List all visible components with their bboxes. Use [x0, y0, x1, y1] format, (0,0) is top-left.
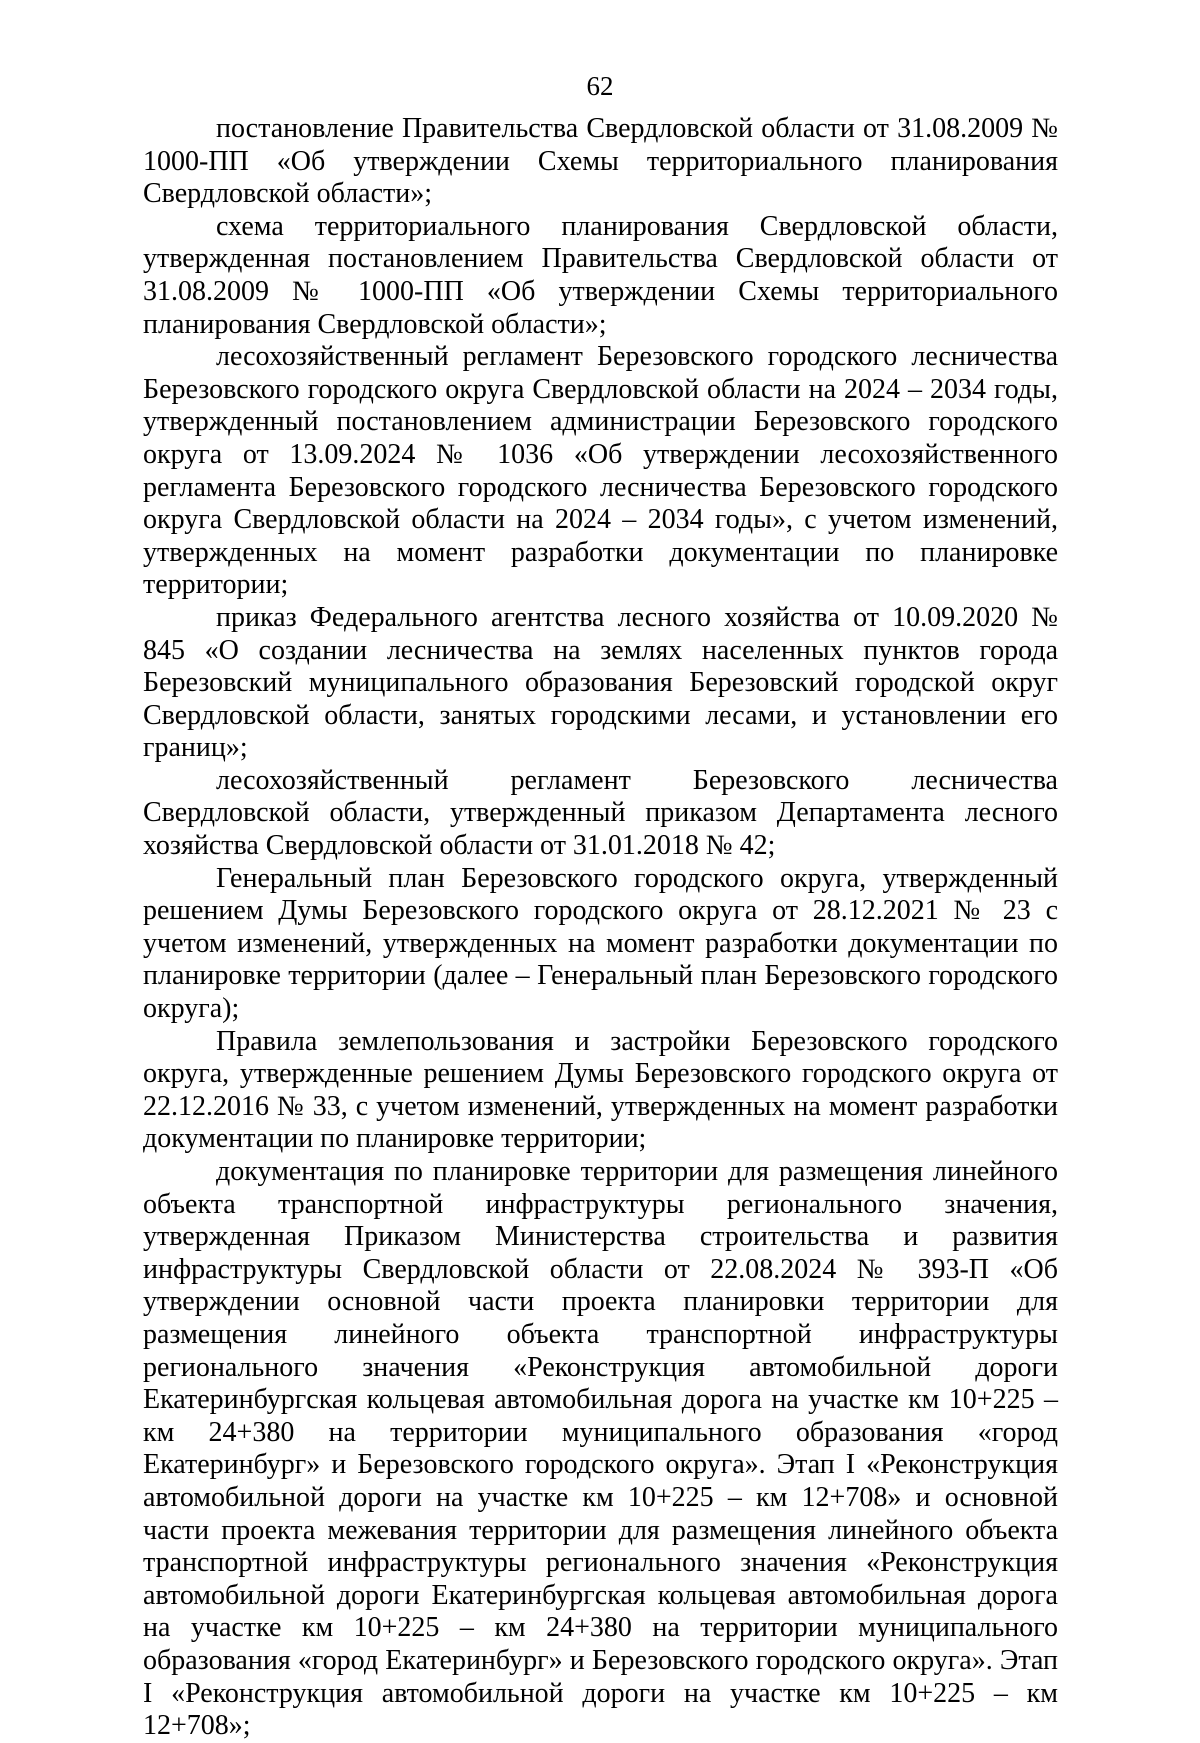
paragraph-city-forestry-regulation: лесохозяйственный регламент Березовского городского лесничества Березовского городского округа Свердловской области на 2024 – 2034 годы, утвержденный постановлением администрации Березовского городского округа от 13.09.2024 № 1036 «Об утверждении лесохозяйственного регламента Березовского городского лесничества Березовского городского округа Свердловской области на 2024 – 2034 годы», с учетом изменений, утвержденных на момент разработки документации по планировке территории;	[143, 341, 1058, 601]
paragraph-land-use-rules: Правила землепользования и застройки Березовского городского округа, утвержденные решением Думы Березовского городского округа от 22.12.2016 № 33, с учетом изменений, утвержденных на момент разработки документации по планировке территории;	[143, 1025, 1058, 1155]
paragraph-territorial-planning-scheme: схема территориального планирования Свердловской области, утвержденная постановлением Правительства Свердловской области от 31.08.2009 № 1000-ПП «Об утверждении Схемы территориального планирования Свердловской области»;	[143, 210, 1058, 340]
paragraph-federal-forestry-order: приказ Федерального агентства лесного хозяйства от 10.09.2020 № 845 «О создании лесничества на землях населенных пунктов города Березовский муниципального образования Березовский городской округ Свердловской области, занятых городскими лесами, и установлении его границ»;	[143, 601, 1058, 764]
paragraph-berezovsky-forestry-regulation: лесохозяйственный регламент Березовского лесничества Свердловской области, утвержденный приказом Департамента лесного хозяйства Свердловской области от 31.01.2018 № 42;	[143, 764, 1058, 862]
paragraph-road-reconstruction-documentation: документация по планировке территории для размещения линейного объекта транспортной инфраструктуры регионального значения, утвержденная Приказом Министерства строительства и развития инфраструктуры Свердловской области от 22.08.2024 № 393-П «Об утверждении основной части проекта планировки территории для размещения линейного объекта транспортной инфраструктуры регионального значения «Реконструкция автомобильной дороги Екатеринбургская кольцевая автомобильная дорога на участке км 10+225 – км 24+380 на территории муниципального образования «город Екатеринбург» и Березовского городского округа». Этап I «Реконструкция автомобильной дороги на участке км 10+225 – км 12+708» и основной части проекта межевания территории для размещения линейного объекта транспортной инфраструктуры регионального значения «Реконструкция автомобильной дороги Екатеринбургская кольцевая автомобильная дорога на участке км 10+225 – км 24+380 на территории муниципального образования «город Екатеринбург» и Березовского городского округа». Этап I «Реконструкция автомобильной дороги на участке км 10+225 – км 12+708»;	[143, 1156, 1058, 1742]
paragraph-general-plan: Генеральный план Березовского городского округа, утвержденный решением Думы Березовского городского округа от 28.12.2021 № 23 с учетом изменений, утвержденных на момент разработки документации по планировке территории (далее – Генеральный план Березовского городского округа);	[143, 862, 1058, 1025]
paragraph-regional-planning-decree: постановление Правительства Свердловской области от 31.08.2009 № 1000-ПП «Об утверждении Схемы территориального планирования Свердловской области»;	[143, 113, 1058, 210]
document-body	[143, 113, 1058, 1743]
page-number: 62	[586, 71, 614, 101]
